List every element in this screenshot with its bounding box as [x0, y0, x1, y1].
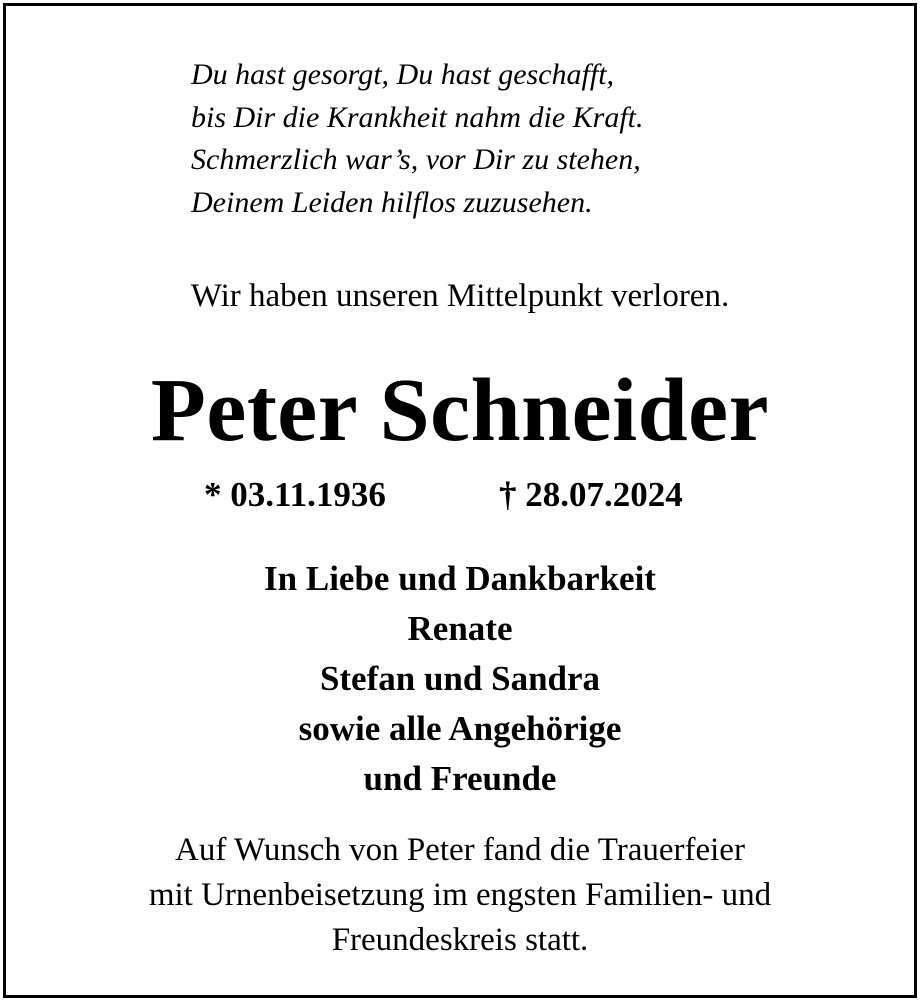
mourner-line: In Liebe und Dankbarkeit — [264, 559, 656, 598]
obituary-frame — [3, 3, 917, 998]
mourners — [6, 554, 914, 804]
poem-line: Du hast gesorgt, Du hast geschafft, — [191, 58, 615, 91]
poem-line: bis Dir die Krankheit nahm die Kraft. — [191, 100, 644, 134]
poem-line: Deinem Leiden hilflos zuzusehen. — [191, 185, 593, 219]
death-date: † 28.07.2024 — [499, 475, 683, 514]
notice-line: Auf Wunsch von Peter fand die Trauerfeier — [175, 832, 745, 868]
poem-line: Schmerzlich war’s, vor Dir zu stehen, — [191, 143, 641, 176]
mourner-line: und Freunde — [363, 759, 557, 798]
poem — [191, 54, 831, 224]
funeral-notice — [6, 828, 914, 963]
notice-line: Freundeskreis statt. — [331, 922, 589, 958]
notice-line: mit Urnenbeisetzung im engsten Familien- und — [148, 877, 772, 913]
birth-date: * 03.11.1936 — [204, 475, 386, 514]
lead-text: Wir haben unseren Mittelpunkt verloren. — [190, 278, 730, 314]
mourner-line: Stefan und Sandra — [319, 659, 601, 698]
mourner-line: Renate — [407, 609, 513, 648]
mourner-line: sowie alle Angehörige — [298, 709, 622, 748]
deceased-name: Peter Schneider — [150, 361, 770, 460]
